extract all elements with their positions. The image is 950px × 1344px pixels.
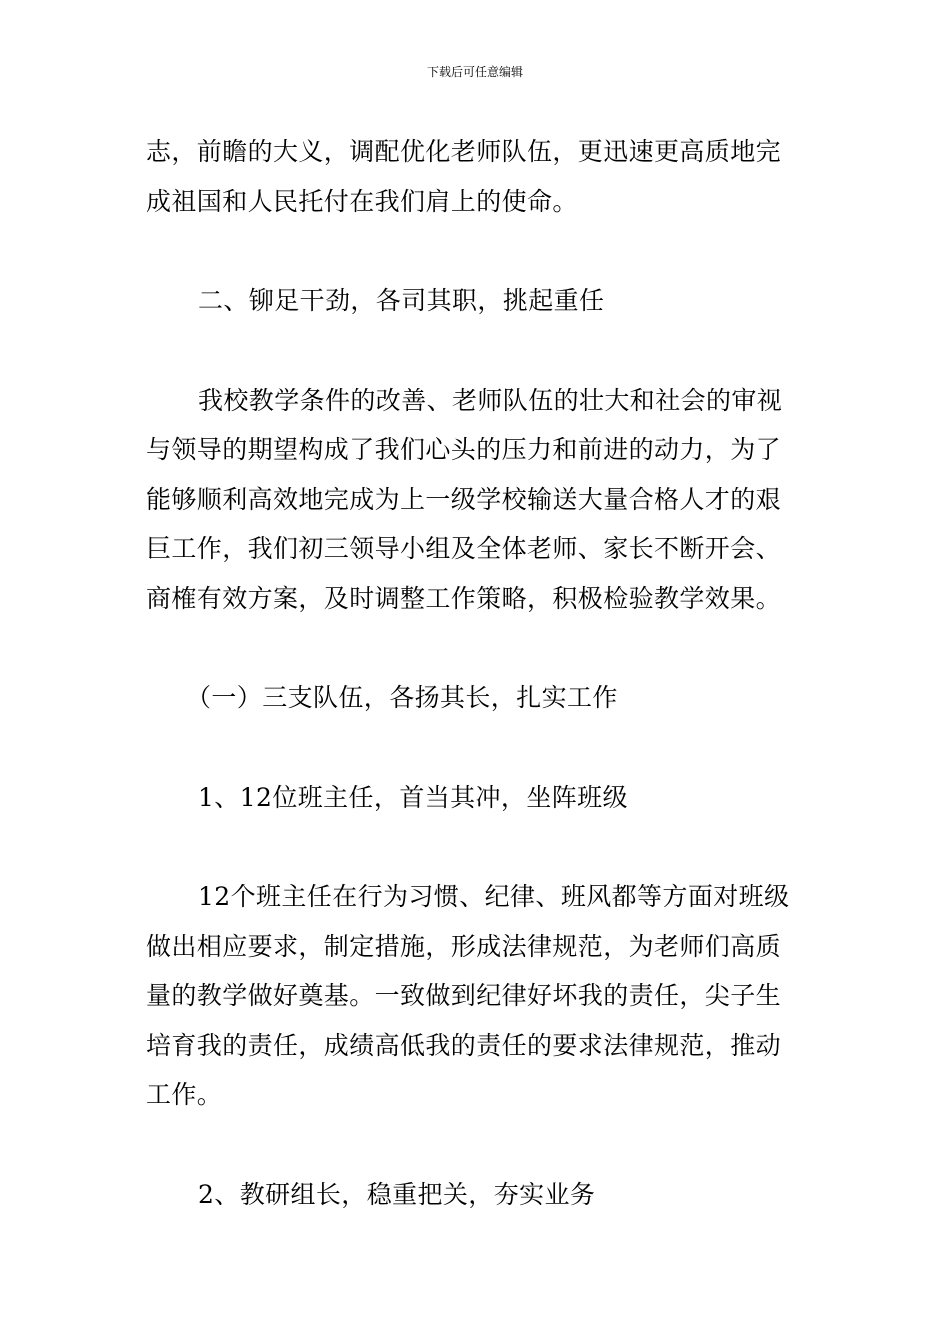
text-line: 工作。	[146, 1080, 223, 1109]
text-line: 商榷有效方案，及时调整工作策略，积极检验教学效果。	[146, 583, 782, 613]
document-body	[146, 127, 808, 1269]
item-heading-2	[146, 1170, 808, 1220]
text-line: 能够顺利高效地完成为上一级学校输送大量合格人才的艰	[146, 484, 782, 514]
page-header: 下载后可任意编辑	[426, 65, 523, 79]
heading-text: （一）三支队伍，各扬其长，扎实工作	[186, 683, 618, 712]
paragraph-school-conditions	[146, 376, 808, 624]
paragraph-class-teachers	[146, 872, 808, 1120]
text-line: 做出相应要求，制定措施，形成法律规范，为老师们高质	[146, 931, 782, 961]
text-line: 培育我的责任，成绩高低我的责任的要求法律规范，推动	[146, 1030, 782, 1060]
heading-text: 二、铆足干劲，各司其职，挑起重任	[198, 286, 605, 315]
text-line: 成祖国和人民托付在我们肩上的使命。	[146, 186, 578, 216]
text-line: 巨工作，我们初三领导小组及全体老师、家长不断开会、	[146, 534, 782, 563]
heading-text: 2、教研组长，稳重把关，夯实业务	[198, 1179, 596, 1209]
heading-text: 1、12位班主任，首当其冲，坐阵班级	[198, 782, 628, 812]
text-line: 量的教学做好奠基。一致做到纪律好坏我的责任，尖子生	[146, 981, 782, 1010]
paragraph-continuation	[146, 127, 808, 226]
text-line: 与领导的期望构成了我们心头的压力和前进的动力，为了	[146, 435, 782, 464]
section-heading-2	[146, 276, 808, 326]
item-heading-1	[146, 773, 808, 823]
text-line: 我校教学条件的改善、老师队伍的壮大和社会的审视	[198, 385, 783, 415]
text-line: 12个班主任在行为习惯、纪律、班风都等方面对班级	[198, 882, 790, 911]
subsection-heading-1	[146, 673, 808, 723]
text-line: 志，前瞻的大义，调配优化老师队伍，更迅速更高质地完	[146, 137, 782, 166]
